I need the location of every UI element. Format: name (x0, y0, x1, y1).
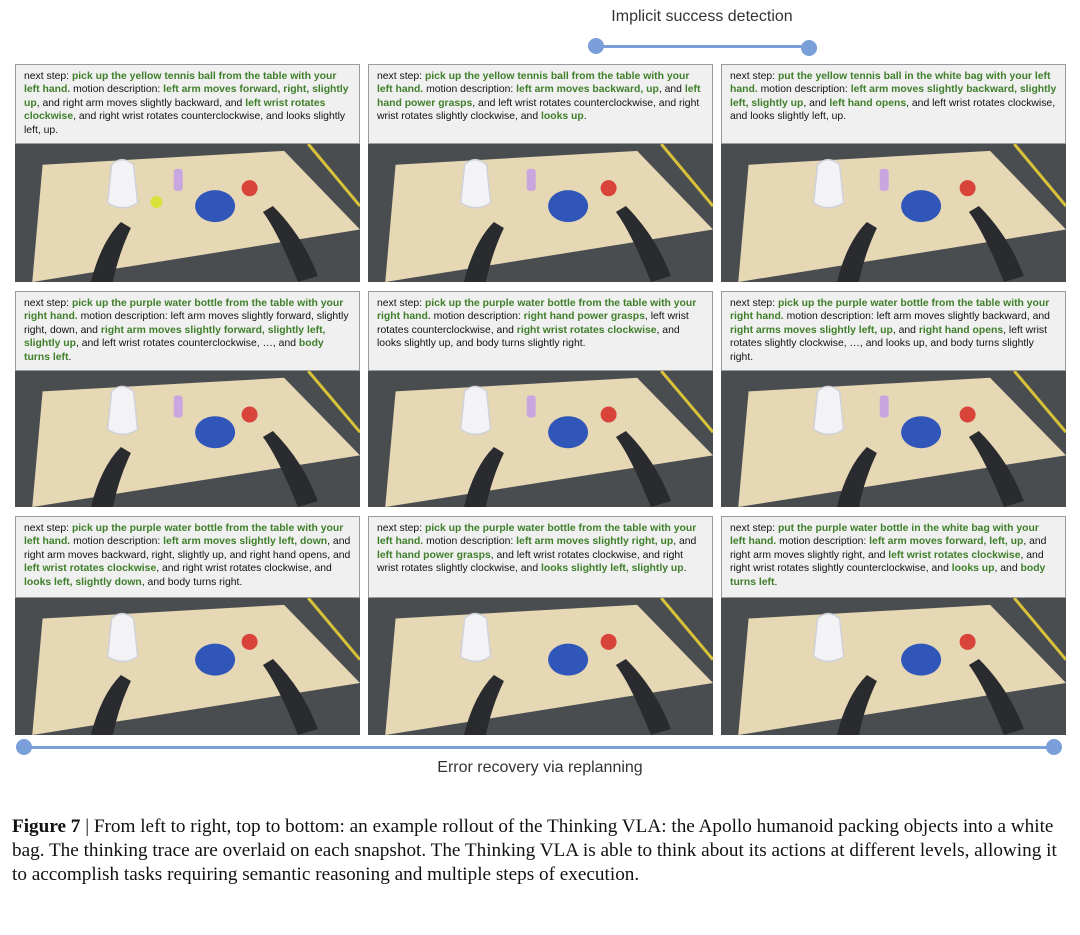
trace-text: , and (994, 563, 1021, 575)
trace-text: next step: (730, 298, 778, 309)
success-detection-end-dot (801, 40, 817, 56)
purple-bottle (527, 169, 536, 191)
trace-highlight: left wrist rotates clockwise (24, 97, 326, 123)
trace-text: , and (892, 324, 919, 336)
error-recovery-line (22, 746, 1056, 749)
trace-highlight: left arm moves backward, up (516, 84, 659, 96)
red-apple (960, 407, 976, 423)
trace-highlight: left hand power grasps (377, 84, 701, 109)
trace-highlight: right hand power grasps (523, 311, 645, 323)
snapshot-panel (15, 291, 360, 507)
white-bag (108, 386, 138, 434)
figure-caption (12, 815, 1070, 887)
trace-text: next step: (730, 71, 778, 82)
trace-text: , and right wrist rotates clockwise, and (156, 563, 332, 575)
trace-text: , and (673, 536, 697, 548)
purple-bottle (174, 169, 183, 191)
trace-text: . (583, 111, 587, 123)
purple-bottle (174, 395, 183, 417)
trace-text: , and right wrist rotates counterclockwise, and looks slightly left, up. (24, 111, 346, 136)
blue-cap (195, 190, 235, 222)
snapshot-panel (368, 64, 713, 282)
trace-text: motion description: (776, 536, 870, 548)
red-apple (601, 407, 617, 423)
trace-text: next step: (377, 298, 425, 309)
trace-highlight: pick up the yellow tennis ball from the table with your left hand. (24, 71, 337, 96)
trace-text: , left wrist rotates counterclockwise, and (377, 311, 689, 336)
thinking-trace (15, 516, 360, 598)
figure-caption-text: | From left to right, top to bottom: an example rollout of the Thinking VLA: the Apollo humanoid packing objects into a white bag. The thinking trace are overlaid on each snapshot. The Thinking VLA is able to think about its actions at different levels, allowing it to accomplish tasks requiring semantic reasoning and multiple steps of execution. (12, 816, 1057, 885)
trace-highlight: looks left, slightly down (24, 576, 142, 588)
trace-text: next step: (730, 523, 778, 534)
trace-text: , and right arm moves slightly backward, and (36, 97, 246, 109)
blue-cap (901, 644, 941, 676)
trace-text: , and body turns right. (141, 576, 243, 588)
success-detection-line (596, 45, 809, 48)
trace-highlight: right arm moves slightly forward, slightly left, slightly up (24, 324, 326, 350)
trace-text: , and right wrist rotates slightly counterclockwise, and (730, 549, 1044, 575)
trace-highlight: left hand power grasps (377, 549, 491, 561)
trace-text: , and left wrist rotates clockwise, and looks slightly left, up. (730, 97, 1056, 123)
red-apple (242, 407, 258, 423)
snapshot-panel (15, 516, 360, 735)
trace-text: motion description: (430, 311, 524, 323)
trace-highlight: looks up (541, 111, 584, 123)
trace-text: , and (658, 84, 685, 96)
trace-highlight: body turns left (24, 338, 324, 363)
thinking-trace (15, 64, 360, 144)
trace-highlight: pick up the purple water bottle from the table with your right hand. (24, 298, 344, 323)
trace-text: , and left wrist rotates counterclockwise, …, and (75, 338, 299, 350)
trace-highlight: looks slightly left, slightly up (541, 563, 684, 575)
trace-highlight: right arms moves slightly left, up (730, 324, 893, 336)
trace-text: next step: (377, 71, 425, 82)
trace-text: next step: (24, 71, 72, 82)
robot-snapshot-image (15, 144, 360, 282)
figure-label: Figure 7 (12, 816, 81, 837)
white-bag (461, 614, 491, 662)
trace-highlight: right hand opens (918, 324, 1004, 336)
blue-cap (901, 416, 941, 448)
trace-highlight: pick up the purple water bottle from the table with your left hand. (24, 523, 344, 548)
trace-text: , and left wrist rotates clockwise, and right wrist rotates slightly clockwise, and (377, 549, 684, 575)
white-bag (814, 160, 844, 208)
blue-cap (901, 190, 941, 222)
trace-highlight: left arm moves slightly backward, slightly left, slightly up (730, 84, 1057, 109)
trace-text: , and left wrist rotates counterclockwise, and right wrist rotates slightly clockwise, and (377, 97, 700, 123)
trace-highlight: left hand opens (829, 97, 907, 109)
error-recovery-end-dot (1046, 739, 1062, 755)
white-bag (814, 386, 844, 434)
trace-highlight: looks up (951, 563, 995, 575)
thinking-trace (15, 291, 360, 371)
trace-highlight: body turns left (730, 563, 1046, 588)
thinking-trace (368, 291, 713, 371)
trace-text: . (683, 563, 687, 575)
thinking-trace (368, 64, 713, 144)
snapshot-panel (368, 516, 713, 735)
thinking-trace (721, 516, 1066, 598)
red-apple (960, 634, 976, 650)
snapshot-panel (368, 291, 713, 507)
trace-text: motion description: (423, 536, 517, 548)
snapshot-panel (721, 64, 1066, 282)
thinking-trace (368, 516, 713, 598)
white-bag (108, 614, 138, 662)
blue-cap (548, 416, 588, 448)
trace-text: motion description: left arm moves slightly forward, slightly right, down, and (24, 311, 349, 336)
trace-highlight: pick up the purple water bottle from the table with your right hand. (730, 298, 1050, 323)
trace-highlight: left arm moves slightly left, down (163, 536, 328, 548)
robot-snapshot-image (15, 371, 360, 507)
blue-cap (548, 644, 588, 676)
purple-bottle (880, 169, 889, 191)
robot-snapshot-image (721, 371, 1066, 507)
trace-text: . (68, 351, 72, 363)
trace-text: , and right arm moves backward, right, slightly up, and right hand opens, and (24, 536, 351, 561)
snapshot-panel (721, 516, 1066, 735)
white-bag (461, 386, 491, 434)
white-bag (814, 614, 844, 662)
red-apple (242, 180, 258, 196)
trace-text: . (774, 576, 778, 588)
robot-snapshot-image (368, 598, 713, 735)
trace-text: motion description: (423, 84, 517, 96)
trace-highlight: pick up the purple water bottle from the table with your left hand. (377, 523, 697, 548)
trace-text: motion description: (757, 84, 851, 96)
trace-highlight: put the purple water bottle in the white bag with your left hand. (730, 523, 1039, 548)
red-apple (242, 634, 258, 650)
blue-cap (195, 416, 235, 448)
thinking-trace (721, 64, 1066, 144)
trace-text: , and (803, 97, 830, 109)
snapshot-panel (721, 291, 1066, 507)
trace-text: motion description: (70, 84, 164, 96)
thinking-trace (721, 291, 1066, 371)
yellow-ball (150, 196, 162, 208)
red-apple (960, 180, 976, 196)
trace-highlight: pick up the yellow tennis ball from the table with your left hand. (377, 71, 690, 96)
error-recovery-label: Error recovery via replanning (437, 759, 643, 776)
robot-snapshot-image (15, 598, 360, 735)
trace-highlight: left arm moves slightly right, up (516, 536, 674, 548)
snapshot-panel (15, 64, 360, 282)
trace-text: next step: (24, 298, 72, 309)
trace-text: , and looks slightly up, and body turns slightly right. (377, 324, 680, 350)
trace-text: next step: (24, 523, 72, 534)
trace-highlight: left wrist rotates clockwise (24, 563, 157, 575)
white-bag (461, 160, 491, 208)
trace-text: , and right arm moves slightly right, and (730, 536, 1047, 561)
trace-highlight: put the yellow tennis ball in the white bag with your left hand. (730, 71, 1051, 96)
robot-snapshot-image (721, 598, 1066, 735)
red-apple (601, 180, 617, 196)
blue-cap (548, 190, 588, 222)
robot-snapshot-image (368, 144, 713, 282)
trace-text: motion description: left arm moves slightly backward, and (783, 311, 1050, 323)
trace-text: next step: (377, 523, 425, 534)
purple-bottle (527, 395, 536, 417)
success-detection-start-dot (588, 38, 604, 54)
trace-highlight: left arm moves forward, right, slightly up (24, 84, 349, 109)
trace-highlight: pick up the purple water bottle from the table with your right hand. (377, 298, 697, 323)
red-apple (601, 634, 617, 650)
trace-text: motion description: (70, 536, 164, 548)
implicit-success-detection-label: Implicit success detection (611, 8, 793, 25)
robot-snapshot-image (368, 371, 713, 507)
blue-cap (195, 644, 235, 676)
error-recovery-start-dot (16, 739, 32, 755)
trace-text: , left wrist rotates slightly clockwise, …, and looks up, and body turns slightly right. (730, 324, 1047, 363)
robot-snapshot-image (721, 144, 1066, 282)
trace-highlight: right wrist rotates clockwise (516, 324, 657, 336)
trace-highlight: left wrist rotates clockwise (888, 549, 1021, 561)
white-bag (108, 160, 138, 208)
trace-highlight: left arm moves forward, left, up (869, 536, 1024, 548)
purple-bottle (880, 395, 889, 417)
